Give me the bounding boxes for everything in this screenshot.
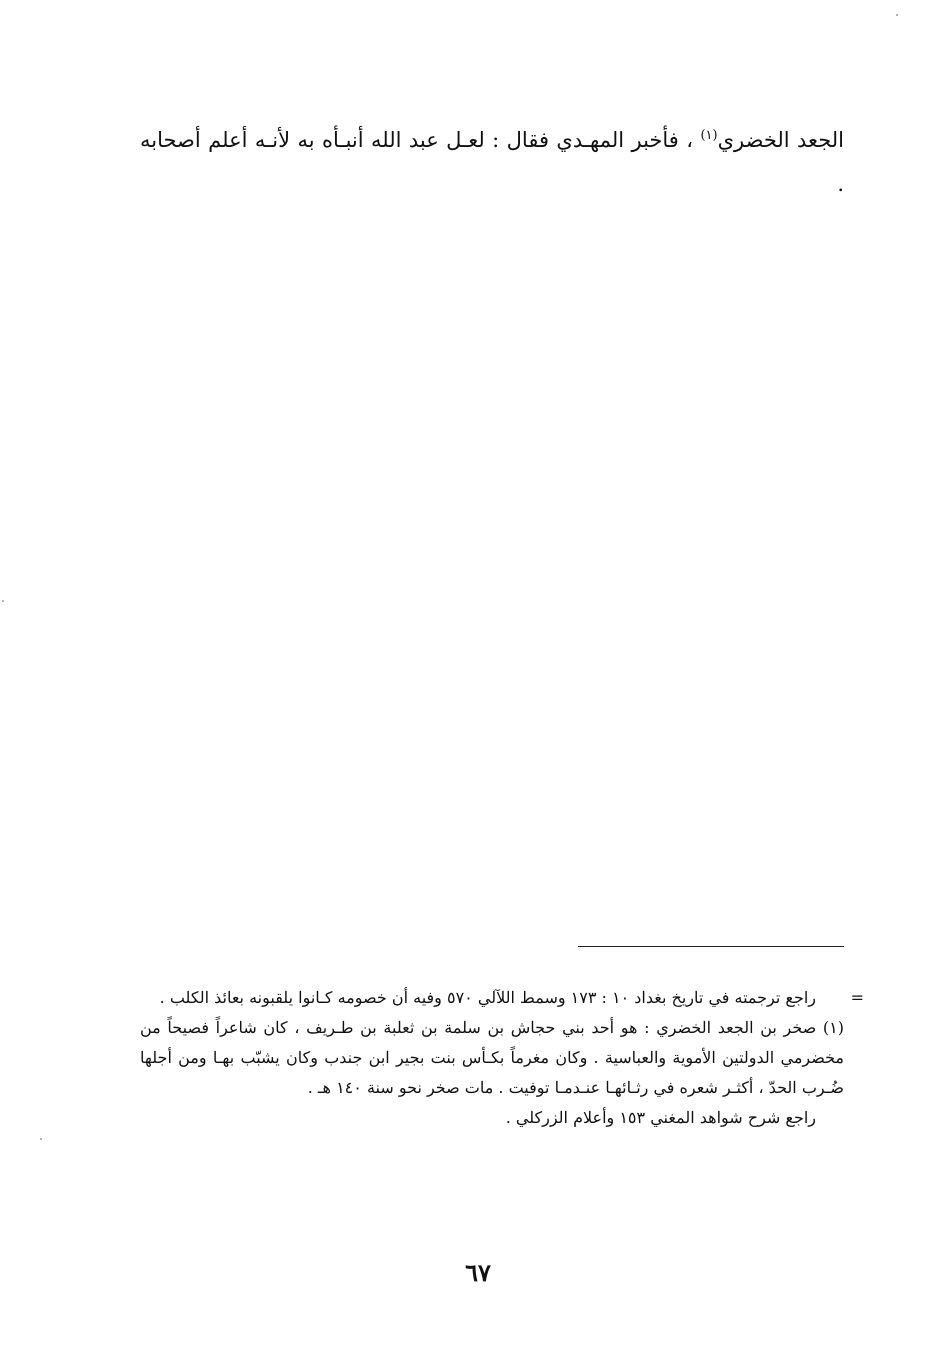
footnote-continuation — [140, 983, 864, 1013]
main-paragraph — [140, 118, 844, 206]
paragraph-start: الجعد الخضري — [717, 128, 844, 152]
page-number: ٦٧ — [465, 1258, 491, 1287]
scan-speck — [40, 1138, 42, 1140]
continuation-text: راجع ترجمته في تاريخ بغداد ١٠ : ١٧٣ وسمط اللآلي ٥٧٠ وفيه أن خصومه كـانوا يلقبونه بعائذ الكلب . — [159, 988, 816, 1007]
scan-speck — [896, 14, 898, 16]
continuation-mark: = — [850, 988, 864, 1007]
scan-speck — [2, 600, 4, 602]
footnote-separator — [578, 946, 844, 947]
footnote-1: (١) صخر بن الجعد الخضري : هو أحد بني حجاش بن سلمة بن ثعلبة بن طـريف ، كان شاعراً فصيحاً من مخضرمي الدولتين الأموية والعباسية . وكان مغرماً بكـأس بنت بجير ابن جندب وكان يشبّب بهـا ومن أجلها ضُـرب الحدّ ، أكثـر شعره في رثـائهـا عنـدمـا توفيت . مات صخر نحو سنة ١٤٠ هـ . — [140, 1018, 844, 1097]
footnotes-section — [140, 983, 864, 1133]
paragraph-end: ، فأخبر المهـدي فقال : لعـل عبد الله أنبـأه به لأنـه أعلم أصحابه . — [140, 128, 844, 196]
main-text — [140, 118, 844, 206]
footnote-reference: (١) — [700, 128, 718, 143]
footnote-1-references: راجع شرح شواهد المغني ١٥٣ وأعلام الزركلي . — [505, 1108, 816, 1127]
